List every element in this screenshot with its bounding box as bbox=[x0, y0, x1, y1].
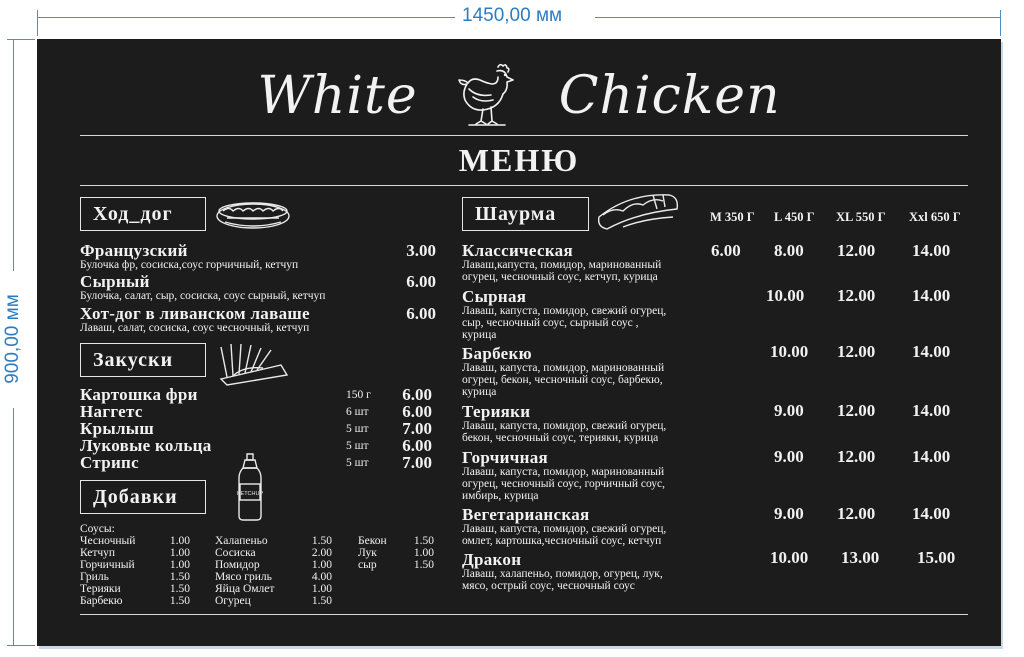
top-divider bbox=[80, 135, 968, 136]
height-dimension-tick-top bbox=[7, 39, 35, 40]
price-xl: 12.00 bbox=[837, 504, 876, 523]
item-desc: омлет, картошка,чесночный соус, кетчуп bbox=[462, 535, 662, 547]
item-name: Крылыш bbox=[80, 419, 155, 438]
extra-name: Бекон bbox=[358, 535, 387, 547]
shawarma-item bbox=[462, 403, 712, 444]
item-name: Горчичная bbox=[462, 448, 549, 467]
item-name: Наггетс bbox=[80, 402, 143, 421]
height-dimension-label: 900,00 мм bbox=[2, 294, 23, 384]
price-xl: 12.00 bbox=[837, 241, 876, 260]
width-dimension-tick-right bbox=[1000, 10, 1001, 36]
snacks-section-title: Закуски bbox=[80, 343, 206, 377]
price-xxl: 14.00 bbox=[912, 504, 951, 523]
item-name: Французский bbox=[80, 241, 188, 260]
item-desc: Лаваш, салат, сосиска, соус чесночный, кетчуп bbox=[80, 322, 310, 334]
price-xxl: 15.00 bbox=[917, 548, 956, 567]
title-divider bbox=[80, 185, 968, 186]
width-dimension-line-right bbox=[595, 17, 1001, 18]
extra-price: 1.00 bbox=[169, 547, 190, 559]
price-xl: 13.00 bbox=[841, 548, 880, 567]
item-name: Хот-дог в ливанском лаваше bbox=[80, 304, 310, 323]
width-dimension-line-left bbox=[37, 17, 455, 18]
sauces-label: Соусы: bbox=[80, 523, 115, 535]
item-desc: бекон, чесночный соус, терияки, курица bbox=[462, 432, 659, 444]
snack-item bbox=[80, 420, 436, 437]
item-desc: Булочка, салат, сыр, сосиска, соус сырный, кетчуп bbox=[80, 290, 326, 302]
price-l: 9.00 bbox=[774, 447, 804, 466]
price-l: 9.00 bbox=[774, 401, 804, 420]
item-desc: мясо, острый соус, чесночный соус bbox=[462, 580, 635, 592]
price-xxl: 14.00 bbox=[912, 447, 951, 466]
item-desc: огурец, чесночный соус, кетчуп, курица bbox=[462, 271, 658, 283]
item-qty: 6 шт bbox=[346, 406, 369, 418]
extra-price: 1.00 bbox=[169, 559, 190, 571]
item-name: Терияки bbox=[462, 402, 531, 421]
extra-price: 1.50 bbox=[311, 595, 332, 607]
item-name: Луковые кольца bbox=[80, 436, 212, 455]
item-price: 6.00 bbox=[406, 304, 436, 323]
item-desc: огурец, чесночный соус, горчичный соус, bbox=[462, 478, 665, 490]
price-l: 8.00 bbox=[774, 241, 804, 260]
price-xl: 12.00 bbox=[837, 342, 876, 361]
item-price: 6.00 bbox=[406, 272, 436, 291]
brand-logo bbox=[37, 61, 1001, 131]
item-name: Картошка фри bbox=[80, 385, 198, 404]
extra-price: 1.00 bbox=[169, 535, 190, 547]
price-xl: 12.00 bbox=[837, 401, 876, 420]
snack-item bbox=[80, 386, 436, 403]
item-qty: 5 шт bbox=[346, 457, 369, 469]
item-qty: 5 шт bbox=[346, 423, 369, 435]
menu-board bbox=[37, 39, 1001, 646]
item-price: 3.00 bbox=[406, 241, 436, 260]
width-dimension-tick-left bbox=[37, 10, 38, 36]
fries-icon bbox=[213, 339, 293, 387]
item-desc: огурец, бекон, чесночный соус, барбекю, bbox=[462, 374, 663, 386]
extra-name: Барбекю bbox=[80, 595, 123, 607]
item-desc: курица bbox=[462, 329, 497, 341]
extras-section-title: Добавки bbox=[80, 480, 206, 514]
item-price: 7.00 bbox=[402, 453, 432, 472]
item-name: Сырная bbox=[462, 287, 527, 306]
item-desc: Лаваш, капуста, помидор, маринованный bbox=[462, 466, 665, 478]
shawarma-item bbox=[462, 506, 712, 547]
bottom-divider bbox=[80, 614, 968, 615]
item-name: Сырный bbox=[80, 272, 150, 291]
extra-name: сыр bbox=[358, 559, 377, 571]
hotdog-section-title: Ход_дог bbox=[80, 197, 206, 231]
item-name: Вегетарианская bbox=[462, 505, 590, 524]
extra-price: 2.00 bbox=[311, 547, 332, 559]
item-price: 6.00 bbox=[402, 436, 432, 455]
price-xxl: 14.00 bbox=[912, 342, 951, 361]
hotdog-item bbox=[80, 242, 436, 271]
extra-name: Кетчуп bbox=[80, 547, 116, 559]
price-xxl: 14.00 bbox=[912, 241, 951, 260]
hotdog-item bbox=[80, 273, 436, 302]
size-header: XL 550 Г bbox=[836, 210, 886, 224]
extra-name: Лук bbox=[358, 547, 377, 559]
extra-price: 1.00 bbox=[311, 583, 332, 595]
price-xl: 12.00 bbox=[837, 286, 876, 305]
extra-price: 1.50 bbox=[169, 583, 190, 595]
item-desc: Лаваш, капуста, помидор, свежий огурец, bbox=[462, 305, 667, 317]
menu-title: МЕНЮ bbox=[458, 142, 580, 178]
price-l: 9.00 bbox=[774, 504, 804, 523]
extra-name: Помидор bbox=[215, 559, 260, 571]
ketchup-label: KETCHUP bbox=[236, 491, 264, 497]
extra-name: Горчичный bbox=[80, 559, 135, 571]
chicken-icon bbox=[453, 61, 523, 131]
item-desc: Лаваш, капуста, помидор, свежий огурец, bbox=[462, 420, 667, 432]
shawarma-roll-icon bbox=[593, 189, 683, 233]
extra-price: 1.00 bbox=[413, 547, 434, 559]
extra-price: 1.50 bbox=[169, 595, 190, 607]
price-l: 10.00 bbox=[770, 548, 809, 567]
item-desc: Лаваш,капуста, помидор, маринованный bbox=[462, 259, 662, 271]
extra-name: Сосиска bbox=[215, 547, 256, 559]
item-desc: Лаваш, капуста, помидор, маринованный bbox=[462, 362, 665, 374]
shawarma-item bbox=[462, 345, 712, 398]
item-name: Дракон bbox=[462, 550, 522, 569]
hotdog-icon bbox=[213, 194, 293, 234]
size-header: Xxl 650 Г bbox=[909, 210, 961, 224]
item-desc: курица bbox=[462, 386, 497, 398]
price-xxl: 14.00 bbox=[912, 401, 951, 420]
extra-name: Гриль bbox=[80, 571, 109, 583]
height-dimension-line-top bbox=[13, 39, 14, 271]
item-price: 6.00 bbox=[402, 385, 432, 404]
shawarma-item bbox=[462, 288, 712, 341]
item-desc: имбирь, курица bbox=[462, 490, 539, 502]
price-m: 6.00 bbox=[711, 241, 741, 260]
snack-item bbox=[80, 403, 436, 420]
size-header: M 350 Г bbox=[710, 210, 755, 224]
item-price: 6.00 bbox=[402, 402, 432, 421]
price-xl: 12.00 bbox=[837, 447, 876, 466]
item-name: Стрипс bbox=[80, 453, 140, 472]
item-price: 7.00 bbox=[402, 419, 432, 438]
brand-left-word: White bbox=[257, 66, 418, 126]
shawarma-section-title: Шаурма bbox=[462, 197, 589, 231]
shawarma-item bbox=[462, 551, 712, 592]
item-name: Классическая bbox=[462, 241, 573, 260]
extra-price: 1.50 bbox=[413, 535, 434, 547]
height-dimension-line-bottom bbox=[13, 408, 14, 646]
extra-name: Огурец bbox=[215, 595, 251, 607]
extra-name: Мясо гриль bbox=[215, 571, 272, 583]
price-l: 10.00 bbox=[766, 286, 805, 305]
item-desc: сыр, чесночный соус, сырный соус , bbox=[462, 317, 639, 329]
width-dimension-label: 1450,00 мм bbox=[462, 5, 563, 26]
size-header: L 450 Г bbox=[774, 210, 815, 224]
brand-right-word: Chicken bbox=[558, 66, 781, 126]
ketchup-bottle-icon bbox=[235, 452, 265, 522]
shawarma-item bbox=[462, 242, 712, 283]
item-qty: 150 г bbox=[346, 389, 371, 401]
extra-price: 1.50 bbox=[169, 571, 190, 583]
hotdog-item bbox=[80, 305, 436, 334]
shawarma-item bbox=[462, 449, 712, 502]
price-xxl: 14.00 bbox=[912, 286, 951, 305]
height-dimension-tick-bottom bbox=[7, 645, 35, 646]
item-qty: 5 шт bbox=[346, 440, 369, 452]
extra-price: 1.50 bbox=[413, 559, 434, 571]
item-name: Барбекю bbox=[462, 344, 532, 363]
extra-name: Терияки bbox=[80, 583, 121, 595]
extra-price: 1.00 bbox=[311, 559, 332, 571]
item-desc: Лаваш, халапеньо, помидор, огурец, лук, bbox=[462, 568, 663, 580]
extra-name: Чесночный bbox=[80, 535, 136, 547]
price-l: 10.00 bbox=[770, 342, 809, 361]
extra-price: 4.00 bbox=[311, 571, 332, 583]
extra-price: 1.50 bbox=[311, 535, 332, 547]
extra-name: Яйца Омлет bbox=[215, 583, 275, 595]
item-desc: Лаваш, капуста, помидор, свежий огурец, bbox=[462, 523, 667, 535]
item-desc: Булочка фр, сосиска,соус горчичный, кетчуп bbox=[80, 259, 299, 271]
extra-name: Халапеньо bbox=[215, 535, 268, 547]
